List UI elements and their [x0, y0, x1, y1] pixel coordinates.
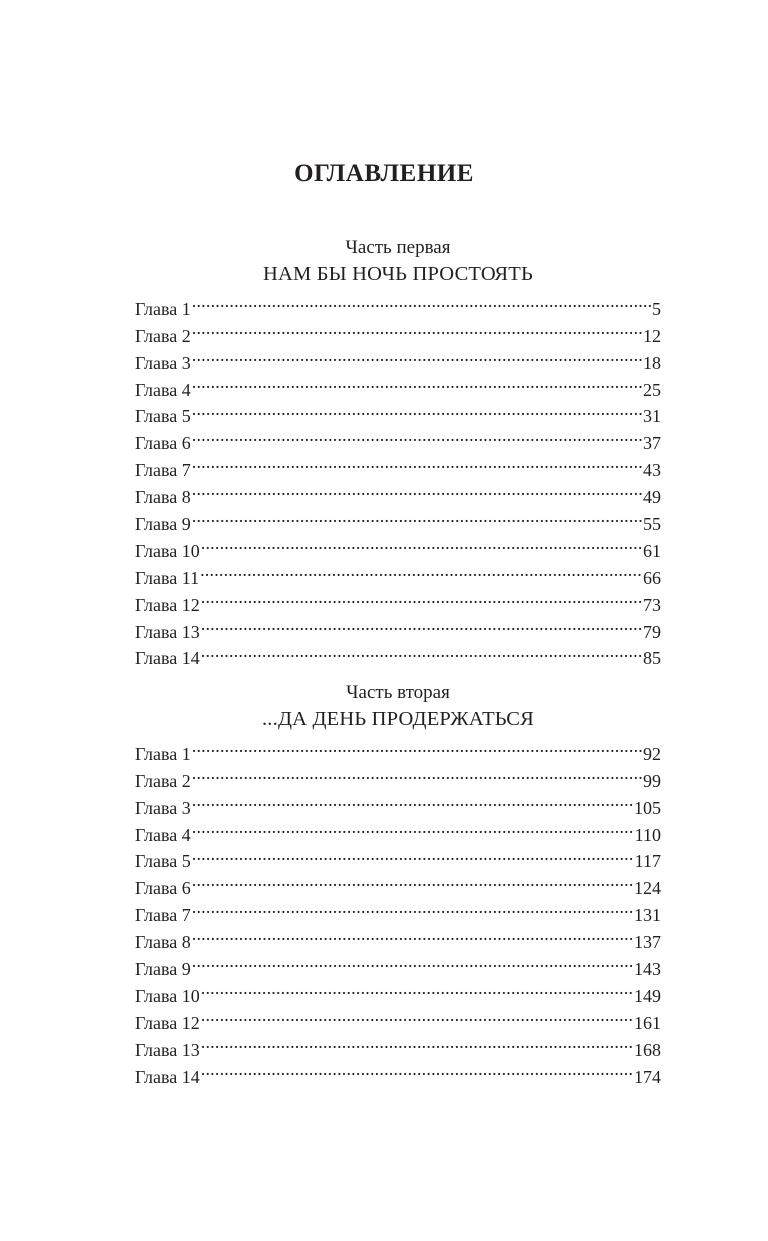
toc-page-number: 161: [634, 1012, 661, 1033]
toc-dot-leader: [192, 315, 642, 342]
toc-entry[interactable]: [135, 422, 661, 454]
toc-chapter-title: Глава 6: [135, 433, 191, 454]
toc-dot-leader: [192, 503, 642, 530]
toc-chapter-title: Глава 5: [135, 406, 191, 427]
toc-dot-leader: [192, 894, 633, 921]
toc-chapter-title: Глава 5: [135, 851, 191, 872]
toc-page-number: 149: [634, 985, 661, 1006]
toc-page-number: 131: [634, 905, 661, 926]
toc-dot-leader: [192, 396, 642, 423]
toc-entry[interactable]: [135, 867, 661, 899]
toc-page-number: 99: [643, 770, 661, 791]
toc-entry[interactable]: [135, 760, 661, 791]
toc-page-number: 168: [634, 1039, 661, 1060]
toc-dot-leader: [192, 867, 633, 894]
part-two-label: Часть вторая: [346, 682, 450, 703]
toc-chapter-title: Глава 13: [135, 1039, 200, 1060]
toc-entry[interactable]: [135, 921, 661, 953]
toc-entry[interactable]: [135, 449, 661, 481]
toc-chapter-title: Глава 12: [135, 594, 200, 615]
toc-dot-leader: [201, 1056, 633, 1083]
toc-dot-leader: [201, 1002, 633, 1029]
toc-dot-leader: [200, 557, 642, 584]
toc-entry[interactable]: [135, 787, 661, 818]
toc-entry[interactable]: [135, 584, 661, 615]
toc-dot-leader: [192, 369, 642, 396]
toc-page-number: 143: [634, 959, 661, 980]
toc-entry[interactable]: [135, 557, 661, 588]
toc-entry[interactable]: [135, 476, 661, 508]
toc-page-number: 137: [634, 932, 661, 953]
toc-dot-leader: [192, 422, 642, 449]
toc-dot-leader: [201, 584, 642, 611]
toc-dot-leader: [201, 638, 642, 665]
toc-chapter-title: Глава 14: [135, 1066, 200, 1087]
toc-entry[interactable]: [135, 1029, 661, 1060]
toc-dot-leader: [192, 288, 651, 315]
toc-page-number: 92: [643, 743, 661, 764]
toc-page-number: 79: [643, 621, 661, 642]
toc-entry[interactable]: [135, 733, 661, 764]
toc-dot-leader: [192, 921, 633, 948]
toc-dot-leader: [201, 975, 633, 1002]
toc-page-number: 12: [643, 325, 661, 346]
toc-chapter-title: Глава 4: [135, 379, 191, 400]
toc-entry[interactable]: [135, 530, 661, 561]
part-one-heading: НАМ БЫ НОЧЬ ПРОСТОЯТЬ: [263, 263, 533, 285]
toc-page-number: 18: [643, 352, 661, 373]
toc-page-number: 31: [643, 406, 661, 427]
toc-entry[interactable]: [135, 611, 661, 642]
toc-page-number: 105: [634, 797, 661, 818]
part-two-heading: ...ДА ДЕНЬ ПРОДЕРЖАТЬСЯ: [261, 708, 535, 730]
toc-page-number: 73: [643, 594, 661, 615]
toc-page-number: 49: [643, 487, 661, 508]
toc-chapter-title: Глава 6: [135, 878, 191, 899]
toc-chapter-title: Глава 3: [135, 797, 191, 818]
toc-chapter-title: Глава 1: [135, 743, 191, 764]
toc-page-number: 43: [643, 460, 661, 481]
toc-page-number: 174: [634, 1066, 661, 1087]
toc-page-number: 85: [643, 648, 661, 669]
toc-chapter-title: Глава 2: [135, 770, 191, 791]
toc-page-number: 61: [643, 540, 661, 561]
toc-dot-leader: [192, 814, 634, 841]
toc-chapter-title: Глава 12: [135, 1012, 200, 1033]
toc-chapter-title: Глава 13: [135, 621, 200, 642]
toc-chapter-title: Глава 3: [135, 352, 191, 373]
toc-page-number: 37: [643, 433, 661, 454]
toc-chapter-title: Глава 9: [135, 514, 191, 535]
toc-entry[interactable]: [135, 342, 661, 373]
toc-entry[interactable]: [135, 638, 661, 669]
toc-page-number: 66: [643, 567, 661, 588]
toc-page-number: 55: [643, 514, 661, 535]
part-one-toc-list: [135, 288, 661, 669]
toc-entry[interactable]: [135, 1056, 661, 1087]
toc-page-number: 5: [652, 298, 661, 319]
toc-entry[interactable]: [135, 841, 661, 872]
toc-chapter-title: Глава 2: [135, 325, 191, 346]
toc-dot-leader: [201, 611, 642, 638]
toc-entry[interactable]: [135, 814, 661, 845]
toc-entry[interactable]: [135, 369, 661, 400]
toc-chapter-title: Глава 10: [135, 985, 200, 1006]
toc-page-number: 117: [634, 851, 661, 872]
toc-chapter-title: Глава 7: [135, 460, 191, 481]
toc-chapter-title: Глава 1: [135, 298, 191, 319]
toc-chapter-title: Глава 7: [135, 905, 191, 926]
toc-dot-leader: [192, 948, 633, 975]
toc-entry[interactable]: [135, 948, 661, 980]
part-two: [135, 681, 661, 1087]
toc-entry[interactable]: [135, 894, 661, 926]
toc-entry[interactable]: [135, 288, 661, 319]
toc-dot-leader: [201, 1029, 633, 1056]
toc-dot-leader: [192, 449, 642, 476]
toc-dot-leader: [192, 841, 634, 868]
toc-chapter-title: Глава 4: [135, 824, 191, 845]
toc-chapter-title: Глава 9: [135, 959, 191, 980]
page-title: ОГЛАВЛЕНИЕ: [294, 160, 474, 187]
toc-entry[interactable]: [135, 975, 661, 1006]
toc-page-number: 110: [634, 824, 661, 845]
toc-dot-leader: [192, 733, 642, 760]
toc-dot-leader: [192, 476, 642, 503]
toc-entry[interactable]: [135, 1002, 661, 1033]
toc-chapter-title: Глава 11: [135, 567, 200, 588]
part-two-toc-list: [135, 733, 661, 1087]
part-one: [135, 236, 661, 669]
toc-entry[interactable]: [135, 503, 661, 535]
toc-chapter-title: Глава 8: [135, 487, 191, 508]
toc-chapter-title: Глава 10: [135, 540, 200, 561]
toc-page-number: 25: [643, 379, 661, 400]
toc-entry[interactable]: [135, 396, 661, 427]
toc-dot-leader: [201, 530, 642, 557]
toc-dot-leader: [192, 760, 642, 787]
toc-chapter-title: Глава 8: [135, 932, 191, 953]
toc-entry[interactable]: [135, 315, 661, 346]
toc-dot-leader: [192, 787, 633, 814]
toc-dot-leader: [192, 342, 642, 369]
toc-page-number: 124: [634, 878, 661, 899]
toc-chapter-title: Глава 14: [135, 648, 200, 669]
part-one-label: Часть первая: [345, 237, 451, 258]
